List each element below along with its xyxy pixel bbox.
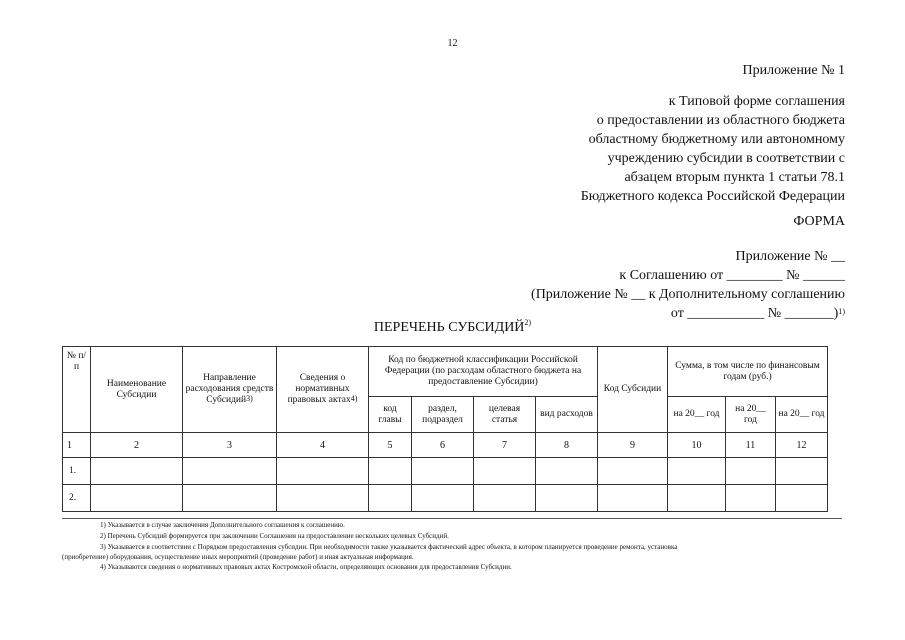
appendix-title: Приложение № 1 <box>742 63 845 78</box>
table-cell <box>369 458 412 485</box>
table-row <box>63 458 828 485</box>
header-acts-text: Сведения о нормативных правовых актах <box>287 373 351 405</box>
column-number: 4 <box>277 433 369 458</box>
table-cell <box>776 458 828 485</box>
header-year: на 20__ год <box>668 397 726 433</box>
form-header-line: к Соглашению от ________ № ______ <box>619 268 845 283</box>
table-row <box>63 485 828 512</box>
header-num: № п/п <box>63 347 91 433</box>
header-expense-type: вид расходов <box>536 397 598 433</box>
table-cell <box>183 485 277 512</box>
column-number: 11 <box>726 433 776 458</box>
table-cell <box>726 458 776 485</box>
form-header <box>531 247 845 323</box>
table-cell <box>91 485 183 512</box>
table-cell <box>668 458 726 485</box>
table-cell <box>474 458 536 485</box>
column-number: 10 <box>668 433 726 458</box>
column-number: 2 <box>91 433 183 458</box>
footnote-3-continued: (приобретение) оборудования, осуществление иных мероприятий (проведение работ) и иная актуальная информация. <box>62 553 414 561</box>
column-number: 7 <box>474 433 536 458</box>
header-sum: Сумма, в том числе по финансовым годам (руб.) <box>668 347 828 397</box>
footnote-3: 3) Указывается в соответствии с Порядком предоставления субсидии. При необходимости также указывается фактический адрес объекта, в котором планируется проведение ремонта, установка <box>100 543 678 551</box>
column-number: 6 <box>412 433 474 458</box>
table-cell <box>536 458 598 485</box>
header-chief-code: код главы <box>369 397 412 433</box>
appendix-subtitle-line: абзацем вторым пункта 1 статьи 78.1 <box>624 170 845 185</box>
table-cell <box>183 458 277 485</box>
column-numbers-row <box>63 433 828 458</box>
table-cell <box>412 458 474 485</box>
footnote-ref: 3) <box>246 394 253 403</box>
column-number: 1 <box>63 433 91 458</box>
appendix-subtitle <box>581 92 845 206</box>
header-section: раздел, подраздел <box>412 397 474 433</box>
appendix-subtitle-line: областному бюджетному или автономному <box>588 132 845 147</box>
table-cell <box>726 485 776 512</box>
table-cell <box>474 485 536 512</box>
table-cell <box>598 485 668 512</box>
header-year: на 20__ год <box>726 397 776 433</box>
footnote-divider <box>62 518 842 519</box>
footnote-ref: 2) <box>524 318 532 327</box>
header-direction <box>183 347 277 433</box>
table-cell <box>536 485 598 512</box>
footnote-ref: 1) <box>838 307 845 316</box>
table-cell <box>412 485 474 512</box>
footnote-2: 2) Перечень Субсидий формируется при заключении Соглашения на предоставление нескольких целевых Субсидий. <box>100 532 449 540</box>
page-number: 12 <box>447 38 458 49</box>
header-direction-text: Направление расходования средств Субсидий <box>185 373 274 405</box>
table-cell <box>369 485 412 512</box>
list-title-text: ПЕРЕЧЕНЬ СУБСИДИЙ <box>373 320 525 335</box>
column-number: 3 <box>183 433 277 458</box>
appendix-subtitle-line: учреждению субсидии в соответствии с <box>607 151 845 166</box>
appendix-subtitle-line: о предоставлении из областного бюджета <box>596 113 845 128</box>
column-number: 5 <box>369 433 412 458</box>
form-header-line: Приложение № __ <box>735 249 845 264</box>
column-number: 12 <box>776 433 828 458</box>
appendix-subtitle-line: к Типовой форме соглашения <box>668 94 845 109</box>
list-title <box>0 320 905 336</box>
header-budget-code: Код по бюджетной классификации Российской Федерации (по расходам областного бюджета на предоставление Субсидии) <box>369 347 598 397</box>
header-year: на 20__ год <box>776 397 828 433</box>
footnote-ref: 4) <box>350 394 358 403</box>
subsidies-table <box>62 346 828 512</box>
table-cell <box>776 485 828 512</box>
footnote-4: 4) Указываются сведения о нормативных правовых актах Костромской области, определяющих основания для предоставления Субсидии. <box>100 563 512 571</box>
column-number: 9 <box>598 433 668 458</box>
header-code: Код Субсидии <box>598 347 668 433</box>
forma-label: ФОРМА <box>793 214 845 229</box>
row-number: 2. <box>63 485 91 512</box>
header-name: Наименование Субсидии <box>91 347 183 433</box>
column-number: 8 <box>536 433 598 458</box>
appendix-subtitle-line: Бюджетного кодекса Российской Федерации <box>580 189 845 204</box>
table-cell <box>277 458 369 485</box>
form-header-line4-text: от ___________ № _______) <box>670 306 839 321</box>
table-cell <box>598 458 668 485</box>
table-cell <box>91 458 183 485</box>
table-cell <box>277 485 369 512</box>
footnote-1: 1) Указывается в случае заключения Дополнительного соглашения к соглашению. <box>100 521 345 529</box>
table-cell <box>668 485 726 512</box>
row-number: 1. <box>63 458 91 485</box>
form-header-line: (Приложение № __ к Дополнительному соглашению <box>531 287 845 302</box>
header-acts <box>277 347 369 433</box>
header-target-article: целевая статья <box>474 397 536 433</box>
